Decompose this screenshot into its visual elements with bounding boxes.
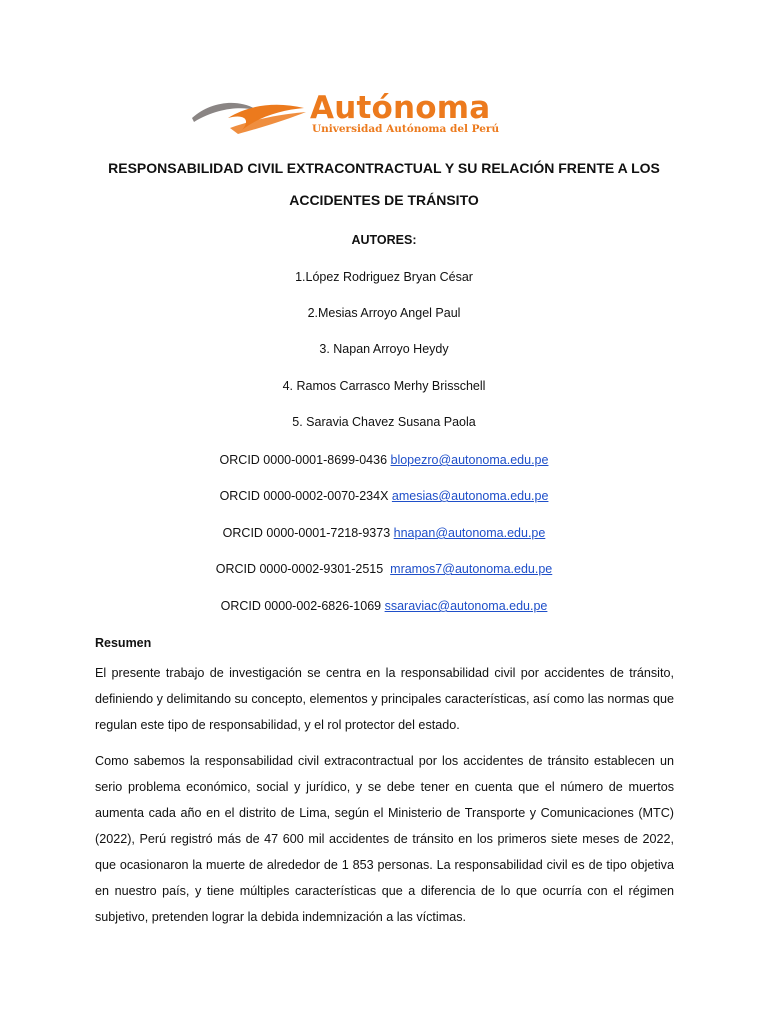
email-link[interactable]: ssaraviac@autonoma.edu.pe (384, 599, 548, 613)
orcid-line-2 (60, 489, 708, 503)
author-2: 2.Mesias Arroyo Angel Paul (307, 306, 461, 320)
university-logo (190, 90, 535, 138)
orcid-line-4 (60, 562, 708, 576)
orcid-id: ORCID 0000-0002-9301-2515 (215, 562, 391, 576)
authors-label: AUTORES: (351, 233, 417, 247)
email-link[interactable]: amesias@autonoma.edu.pe (391, 489, 549, 503)
orcid-id: ORCID 0000-0001-8699-0436 (219, 453, 391, 467)
abstract-paragraph-1: El presente trabajo de investigación se centra en la responsabilidad civil por accidentes de tránsito, definiendo y delimitando su concepto, elementos y principales características, así como las normas que regulan este tipo de responsabilidad, y el rol protector del estado. (95, 666, 674, 732)
author-3: 3. Napan Arroyo Heydy (319, 342, 449, 356)
email-link[interactable]: mramos7@autonoma.edu.pe (390, 562, 553, 576)
orcid-line-5 (60, 599, 708, 613)
author-4: 4. Ramos Carrasco Merhy Brisschell (282, 379, 486, 393)
author-1: 1.López Rodriguez Bryan César (295, 270, 473, 284)
orcid-id: ORCID 0000-0001-7218-9373 (222, 526, 394, 540)
orcid-line-1 (60, 453, 708, 467)
abstract-heading: Resumen (95, 636, 152, 650)
orcid-id: ORCID 0000-0002-0070-234X (219, 489, 392, 503)
swoosh-logo-icon (190, 96, 308, 136)
orcid-id: ORCID 0000-002-6826-1069 (220, 599, 385, 613)
logo-subtitle: Universidad Autónoma del Perú (312, 123, 500, 135)
author-5: 5. Saravia Chavez Susana Paola (292, 415, 476, 429)
email-link[interactable]: hnapan@autonoma.edu.pe (393, 526, 546, 540)
email-link[interactable]: blopezro@autonoma.edu.pe (390, 453, 549, 467)
orcid-line-3 (60, 526, 708, 540)
logo-wordmark: Autónoma (310, 90, 491, 126)
abstract-paragraph-2: Como sabemos la responsabilidad civil extracontractual por los accidentes de tránsito establecen un serio problema económico, social y jurídico, y se debe tener en cuenta que el número de muertos aumenta cada año en el distrito de Lima, según el Ministerio de Transporte y Comunicaciones (MTC) (2022), Perú registró más de 47 600 mil accidentes de tránsito en los primeros siete meses de 2022, que ocasionaron la muerte de alrededor de 1 853 personas. La responsabilidad civil es de tipo objetiva en nuestro país, y tiene múltiples características que a diferencia de lo que ocurría con el régimen subjetivo, pretenden lograr la debida indemnización a las víctimas. (95, 754, 674, 924)
paper-title-line-2: ACCIDENTES DE TRÁNSITO (289, 192, 479, 208)
paper-title-line-1: RESPONSABILIDAD CIVIL EXTRACONTRACTUAL Y SU RELACIÓN FRENTE A LOS (108, 160, 660, 176)
